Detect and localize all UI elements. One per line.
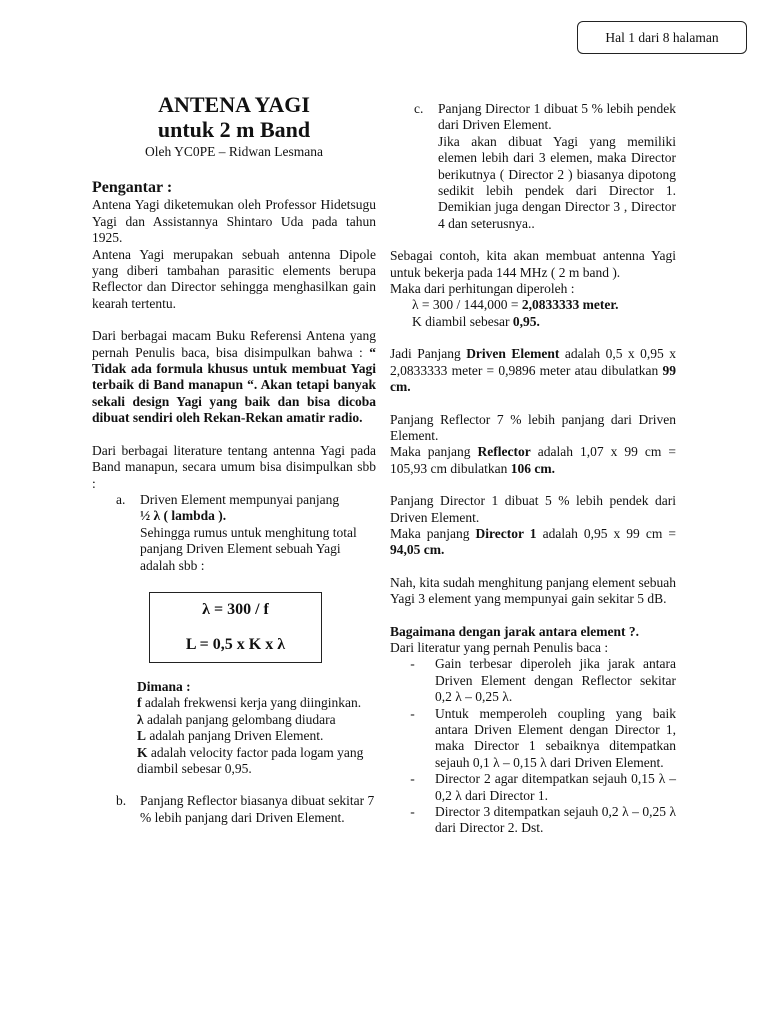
title-line-1: ANTENA YAGI bbox=[158, 92, 310, 117]
list-marker: a. bbox=[116, 491, 126, 507]
bullet-director1-spacing: Untuk memperoleh coupling yang baik antara Driven Element dengan Director 1, maka Director 1 sebaiknya ditempatkan sejauh 0,1 λ – 0,15 λ dari Driven Element. bbox=[435, 705, 676, 770]
item-c-more: Jika akan dibuat Yagi yang memiliki elemen lebih dari 3 elemen, maka Director berikutnya ( Director 2 ) biasanya dipotong sedikit lebih pendek dari Director 1. Demikian juga dengan Director 3 , Director 4 dan seterusnya.. bbox=[438, 133, 676, 231]
paragraph-definition: Antena Yagi merupakan sebuah antenna Dipole yang diberi tambahan parasitic elements berupa Reflector dan Director sehingga menghasilkan gain kearah tertentu. bbox=[92, 246, 376, 311]
calc-lambda: λ = 300 / 144,000 = 2,0833333 meter. bbox=[412, 297, 619, 313]
list-item bbox=[390, 656, 676, 705]
definitions bbox=[137, 679, 376, 777]
dash-marker: - bbox=[410, 705, 415, 721]
formula-length: L = 0,5 x K x λ bbox=[185, 635, 286, 653]
list-item-a bbox=[116, 492, 376, 574]
paragraph-director-rule: Panjang Director 1 dibuat 5 % lebih pendek dari Driven Element. bbox=[390, 493, 676, 525]
item-a-lambda: ½ λ ( lambda ). bbox=[140, 508, 227, 524]
paragraph-conclusion: Nah, kita sudah menghitung panjang element sebuah Yagi 3 element yang mempunyai gain sekitar 5 dB. bbox=[390, 574, 676, 607]
bullet-director2-spacing: Director 2 agar ditempatkan sejauh 0,15 λ – 0,2 λ dari Director 1. bbox=[435, 771, 676, 803]
def-l: L adalah panjang Driven Element. bbox=[137, 728, 324, 744]
title-line-2: untuk 2 m Band bbox=[157, 117, 311, 142]
paragraph-calc-intro: Maka dari perhitungan diperoleh : bbox=[390, 281, 575, 297]
paragraph-summary: Dari berbagai literature tentang antenna Yagi pada Band manapun, secara umum bisa disimpulkan sbb : bbox=[92, 442, 376, 491]
list-marker: b. bbox=[116, 793, 127, 809]
paragraph-reflector-rule: Panjang Reflector 7 % lebih panjang dari Driven Element. bbox=[390, 411, 676, 443]
paragraph-driven-length: Jadi Panjang Driven Element adalah 0,5 x 0,95 x 2,0833333 meter = 0,9896 meter atau dibulatkan 99 cm. bbox=[390, 346, 676, 395]
references-text: Dari berbagai macam Buku Referensi Antena yang pernah Penulis baca, bisa disimpulkan bahwa : bbox=[92, 328, 376, 360]
paragraph-references bbox=[92, 328, 376, 426]
list-item-c bbox=[414, 101, 676, 232]
list-item bbox=[390, 804, 676, 837]
left-column bbox=[92, 92, 376, 826]
item-c-text: Panjang Director 1 dibuat 5 % lebih pendek dari Driven Element. bbox=[438, 101, 676, 133]
spacing-intro: Dari literatur yang pernah Penulis baca : bbox=[390, 639, 609, 655]
def-k: K adalah velocity factor pada logam yang diambil sebesar 0,95. bbox=[137, 744, 364, 776]
references-quote: “ Tidak ada formula khusus untuk membuat Yagi terbaik di Band manapun “. Akan tetapi banyak sekali design Yagi yang baik dan bisa dicoba dibuat sendiri oleh Rekan-Rekan amatir radio. bbox=[92, 344, 376, 426]
formula-lambda: λ = 300 / f bbox=[202, 600, 269, 618]
def-lambda: λ adalah panjang gelombang diudara bbox=[137, 711, 336, 727]
dash-marker: - bbox=[410, 804, 415, 820]
paragraph-history: Antena Yagi diketemukan oleh Professor Hidetsugu Yagi dan Assistannya Shintaro Uda pada tahun 1925. bbox=[92, 197, 376, 246]
item-a-rest: Sehingga rumus untuk menghitung total panjang Driven Element sebuah Yagi adalah sbb : bbox=[140, 524, 357, 573]
list-item-b bbox=[116, 793, 376, 826]
calc-k: K diambil sebesar 0,95. bbox=[412, 313, 540, 329]
heading-pengantar: Pengantar : bbox=[92, 179, 173, 197]
dimana-label: Dimana : bbox=[137, 678, 191, 694]
heading-spacing: Bagaimana dengan jarak antara element ?. bbox=[390, 623, 639, 639]
page-indicator: Hal 1 dari 8 halaman bbox=[577, 21, 747, 54]
list-marker: c. bbox=[414, 101, 424, 116]
bullet-director3-spacing: Director 3 ditempatkan sejauh 0,2 λ – 0,25 λ dari Director 2. Dst. bbox=[435, 804, 676, 836]
dash-marker: - bbox=[410, 771, 415, 787]
paragraph-example: Sebagai contoh, kita akan membuat antenna Yagi untuk bekerja pada 144 MHz ( 2 m band ). bbox=[390, 248, 676, 280]
list-item bbox=[390, 706, 676, 772]
dash-marker: - bbox=[410, 656, 415, 672]
doc-title bbox=[92, 92, 376, 142]
paragraph-reflector-length: Maka panjang Reflector adalah 1,07 x 99 cm = 105,93 cm dibulatkan 106 cm. bbox=[390, 444, 676, 476]
paragraph-director-length: Maka panjang Director 1 adalah 0,95 x 99 cm = 94,05 cm. bbox=[390, 525, 676, 558]
item-b-text: Panjang Reflector biasanya dibuat sekitar 7 % lebih panjang dari Driven Element. bbox=[140, 793, 375, 825]
list-item bbox=[390, 771, 676, 804]
item-a-text: Driven Element mempunyai panjang bbox=[140, 491, 340, 507]
formula-box bbox=[149, 592, 322, 663]
def-f: f adalah frekwensi kerja yang diinginkan. bbox=[137, 695, 362, 711]
author: Oleh YC0PE – Ridwan Lesmana bbox=[145, 144, 323, 159]
bullet-reflector-spacing: Gain terbesar diperoleh jika jarak antara Driven Element dengan Reflector sekitar 0,2 λ – 0,25 λ. bbox=[435, 656, 676, 705]
right-column bbox=[390, 101, 676, 837]
